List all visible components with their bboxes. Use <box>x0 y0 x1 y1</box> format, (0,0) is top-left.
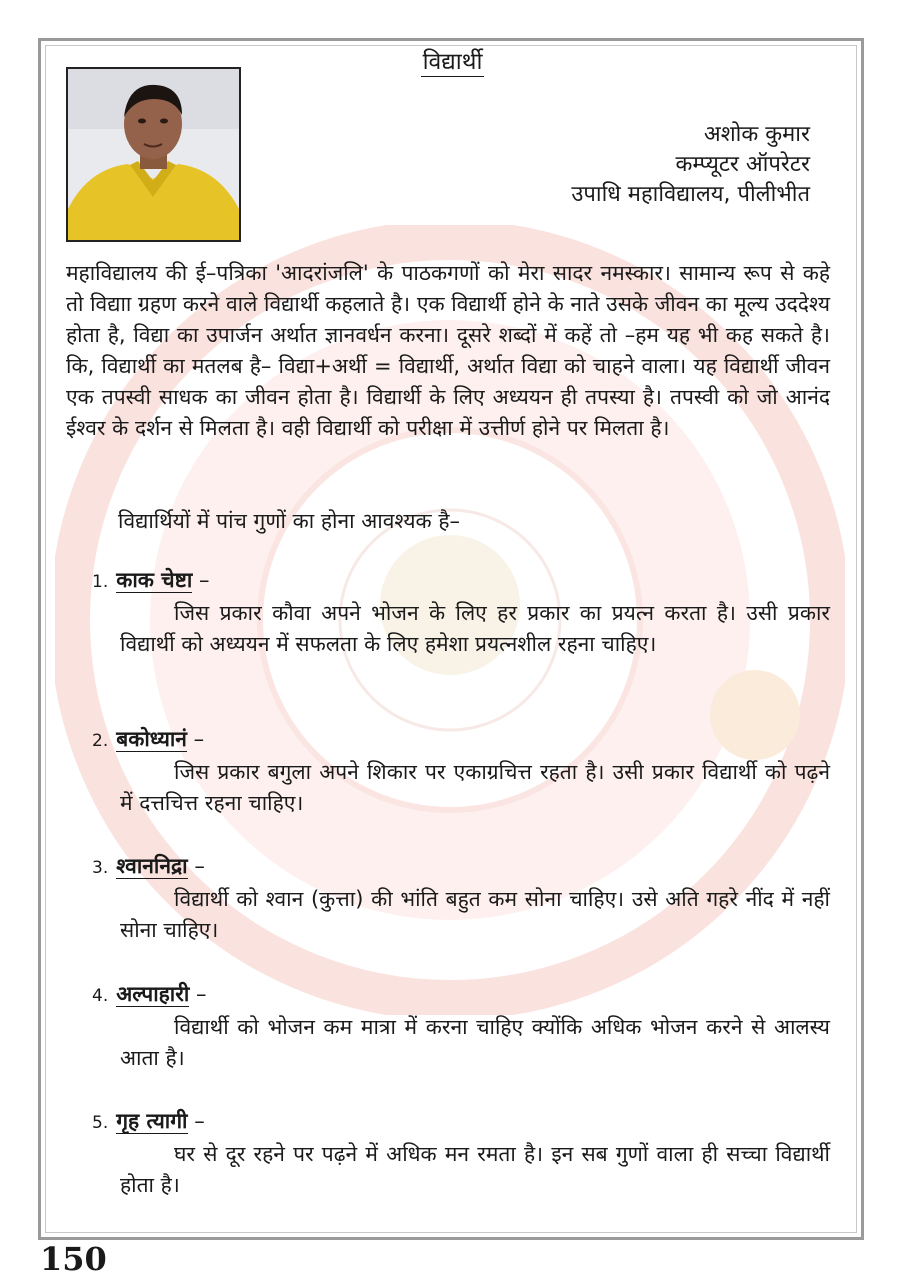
list-item: 3. श्वाननिद्रा – विद्यार्थी को श्वान (कुत्ता) की भांति बहुत कम सोना चाहिए। उसे अति गहरे नींद में नहीं सोना चाहिए। <box>92 854 830 942</box>
item-body: जिस प्रकार बगुला अपने शिकार पर एकाग्रचित्त रहता है। उसी प्रकार विद्यार्थी को पढ़ने में दत्तचित्त रहना चाहिए। <box>120 760 830 815</box>
item-body: जिस प्रकार कौवा अपने भोजन के लिए हर प्रकार का प्रयत्न करता है। उसी प्रकार विद्यार्थी को अध्ययन में सफलता के लिए हमेशा प्रयत्नशील रहना चाहिए। <box>120 601 830 656</box>
author-institution: उपाधि महाविद्यालय, पीलीभीत <box>571 182 810 207</box>
item-title: काक चेष्टा <box>116 568 193 592</box>
item-title: श्वाननिद्रा <box>116 854 188 878</box>
item-body: विद्यार्थी को श्वान (कुत्ता) की भांति बहुत कम सोना चाहिए। उसे अति गहरे नींद में नहीं सोना चाहिए। <box>120 887 830 942</box>
article-title: विद्यार्थी <box>422 49 483 75</box>
list-item: 1. काक चेष्टा – जिस प्रकार कौवा अपने भोजन के लिए हर प्रकार का प्रयत्न करता है। उसी प्रकार विद्यार्थी को अध्ययन में सफलता के लिए हमेशा प्रयत्नशील रहना चाहिए। <box>92 568 830 656</box>
intro-paragraph: महाविद्यालय की ई–पत्रिका 'आदरांजलि' के पाठकगणों को मेरा सादर नमस्कार। सामान्य रूप से कहे तो विद्याा ग्रहण करने वाले विद्यार्थी कहलाते है। एक विद्यार्थी होने के नाते उसके जीवन का मूल्य उददेश्य होता है, विद्या का उपार्जन अर्थात ज्ञानवर्धन करना। दूसरे शब्दों में कहें तो –हम यह भी कह सकते है। कि, विद्यार्थी का मतलब है– विद्या+अर्थी = विद्यार्थी, अर्थात विद्या को चाहने वाला। यह विद्यार्थी जीवन एक तपस्वी साधक का जीवन होता है। विद्यार्थी के लिए अध्ययन ही तपस्या है। तपस्वी को जो आनंद ईश्वर के दर्शन से मिलता है। वही विद्यार्थी को परीक्षा में उत्तीर्ण होने पर मिलता है। <box>66 261 830 440</box>
item-body: घर से दूर रहने पर पढ़ने में अधिक मन रमता है। इन सब गुणों वाला ही सच्चा विद्यार्थी होता है। <box>120 1142 830 1197</box>
page-number: 150 <box>40 1240 107 1278</box>
item-title: बकोध्यानं <box>116 727 187 751</box>
author-designation: कम्प्यूटर ऑपरेटर <box>675 152 810 177</box>
author-photo <box>66 67 241 242</box>
item-title: गृह त्यागी <box>116 1109 188 1133</box>
list-item: 4. अल्पाहारी – विद्यार्थी को भोजन कम मात्रा में करना चाहिए क्योंकि अधिक भोजन करने से आलस्य आता है। <box>92 982 830 1070</box>
item-body: विद्यार्थी को भोजन कम मात्रा में करना चाहिए क्योंकि अधिक भोजन करने से आलस्य आता है। <box>120 1015 830 1070</box>
list-item: 2. बकोध्यानं – जिस प्रकार बगुला अपने शिकार पर एकाग्रचित्त रहता है। उसी प्रकार विद्यार्थी को पढ़ने में दत्तचित्त रहना चाहिए। <box>92 727 830 815</box>
author-name: अशोक कुमार <box>703 122 810 147</box>
list-item: 5. गृह त्यागी – घर से दूर रहने पर पढ़ने में अधिक मन रमता है। इन सब गुणों वाला ही सच्चा विद्यार्थी होता है। <box>92 1109 830 1197</box>
author-block <box>571 120 810 210</box>
item-title: अल्पाहारी <box>116 982 190 1006</box>
qualities-intro: विद्यार्थियों में पांच गुणों का होना आवश्यक है– <box>118 509 460 533</box>
